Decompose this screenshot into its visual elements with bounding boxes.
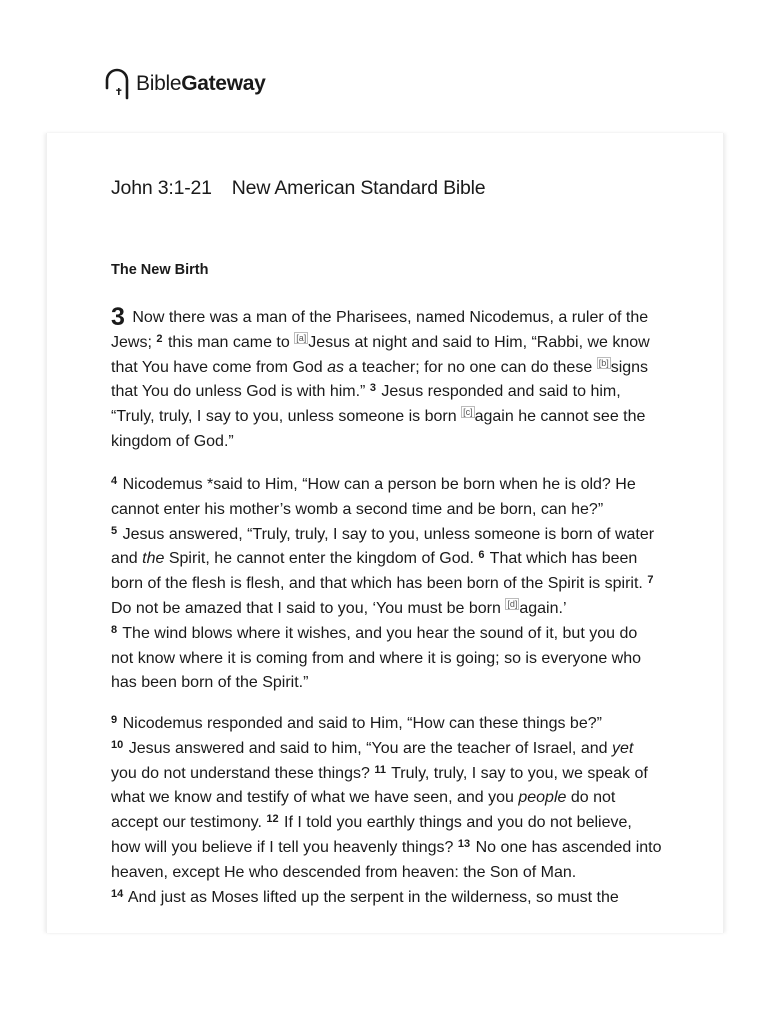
verse-3-text: again he cannot see the kingdom of God.” <box>111 408 646 450</box>
paragraph-1 <box>111 303 663 455</box>
verse-number: 14 <box>111 887 124 900</box>
verse-number: 8 <box>111 623 118 636</box>
verse-6-text: That which has been born of the flesh is flesh, and that which has been born of the Spirit is spirit. <box>111 550 643 593</box>
verse-14-text: And just as Moses lifted up the serpent in the wilderness, so must the <box>127 888 619 906</box>
verse-1-text: Now there was a man of the Pharisees, named Nicodemus, a ruler of the Jews; <box>111 309 649 351</box>
verse-number: 10 <box>111 738 124 751</box>
section-heading: The New Birth <box>111 262 209 278</box>
verse-10-text: Jesus answered and said to him, “You are the teacher of Israel, and <box>128 739 608 757</box>
chapter-number: 3 <box>111 303 125 331</box>
verse-italic: as <box>327 358 345 376</box>
verse-12-text: If I told you earthly things and you do not believe, how will you believe if I tell you heavenly things? <box>111 814 632 856</box>
verse-number: 2 <box>156 332 163 345</box>
biblegateway-logo-icon[interactable] <box>104 68 130 100</box>
verse-italic: yet <box>611 739 634 757</box>
brand-logo-text[interactable] <box>136 72 265 96</box>
verse-3-text: Jesus responded and said to him, “Truly, truly, I say to you, unless someone is born <box>111 383 621 426</box>
verse-7-text: Do not be amazed that I said to you, ‘You must be born <box>111 599 501 617</box>
brand-gateway: Gateway <box>181 72 266 95</box>
verse-number: 13 <box>457 837 471 850</box>
footnote-link[interactable]: [a] <box>296 332 307 343</box>
verse-8-text: The wind blows where it wishes, and you hear the sound of it, but you do not know where it is coming from and where it is going; so is everyone who has been born of the Spirit.” <box>111 624 642 692</box>
footnote-link[interactable]: [d] <box>507 598 518 609</box>
verse-2-text: a teacher; for no one can do these <box>348 358 593 376</box>
verse-number: 7 <box>647 574 654 587</box>
footnote-link[interactable]: [c] <box>463 407 473 418</box>
footnote-link[interactable]: [b] <box>598 357 609 368</box>
verse-11-text: Truly, truly, I say to you, we speak of what we know and testify of what we have seen, and you <box>111 764 648 807</box>
site-header <box>104 66 265 102</box>
passage-reference[interactable]: John 3:1-21 <box>111 177 212 199</box>
verse-2-text: Jesus at night and said to Him, “Rabbi, we know that You have come from God <box>111 333 650 376</box>
verse-italic: people <box>518 789 567 807</box>
verse-number: 9 <box>111 714 118 726</box>
verse-9-text: Nicodemus responded and said to Him, “How can these things be?” <box>122 715 602 732</box>
verse-number: 4 <box>111 475 118 487</box>
verse-11-text: do not accept our testimony. <box>111 789 616 832</box>
paragraph-2 <box>111 473 663 696</box>
verse-2-text: signs that You do unless God is with him.” <box>111 358 649 401</box>
verse-5-text: Spirit, he cannot enter the kingdom of God. <box>168 550 474 568</box>
verse-number: 11 <box>374 763 386 776</box>
verse-5-text: Jesus answered, “Truly, truly, I say to you, unless someone is born of water and <box>111 525 655 568</box>
brand-bible: Bible <box>136 72 182 95</box>
passage-version[interactable]: New American Standard Bible <box>231 177 486 199</box>
verse-7-text: again.’ <box>519 599 567 617</box>
paragraph-3 <box>111 712 663 910</box>
verse-number: 5 <box>111 524 118 537</box>
verse-number: 3 <box>369 382 376 395</box>
verse-2-text: this man came to <box>167 333 290 351</box>
verse-italic: the <box>142 550 165 568</box>
verse-13-text: No one has ascended into heaven, except He who descended from heaven: the Son of Man. <box>111 838 662 881</box>
passage-title <box>111 177 485 200</box>
verse-number: 12 <box>266 813 279 826</box>
verse-4-text: Nicodemus *said to Him, “How can a person be born when he is old? He cannot enter his mother’s womb a second time and be born, can he?” <box>111 476 636 518</box>
verse-10-text: you do not understand these things? <box>111 764 370 782</box>
verse-number: 6 <box>478 549 485 562</box>
